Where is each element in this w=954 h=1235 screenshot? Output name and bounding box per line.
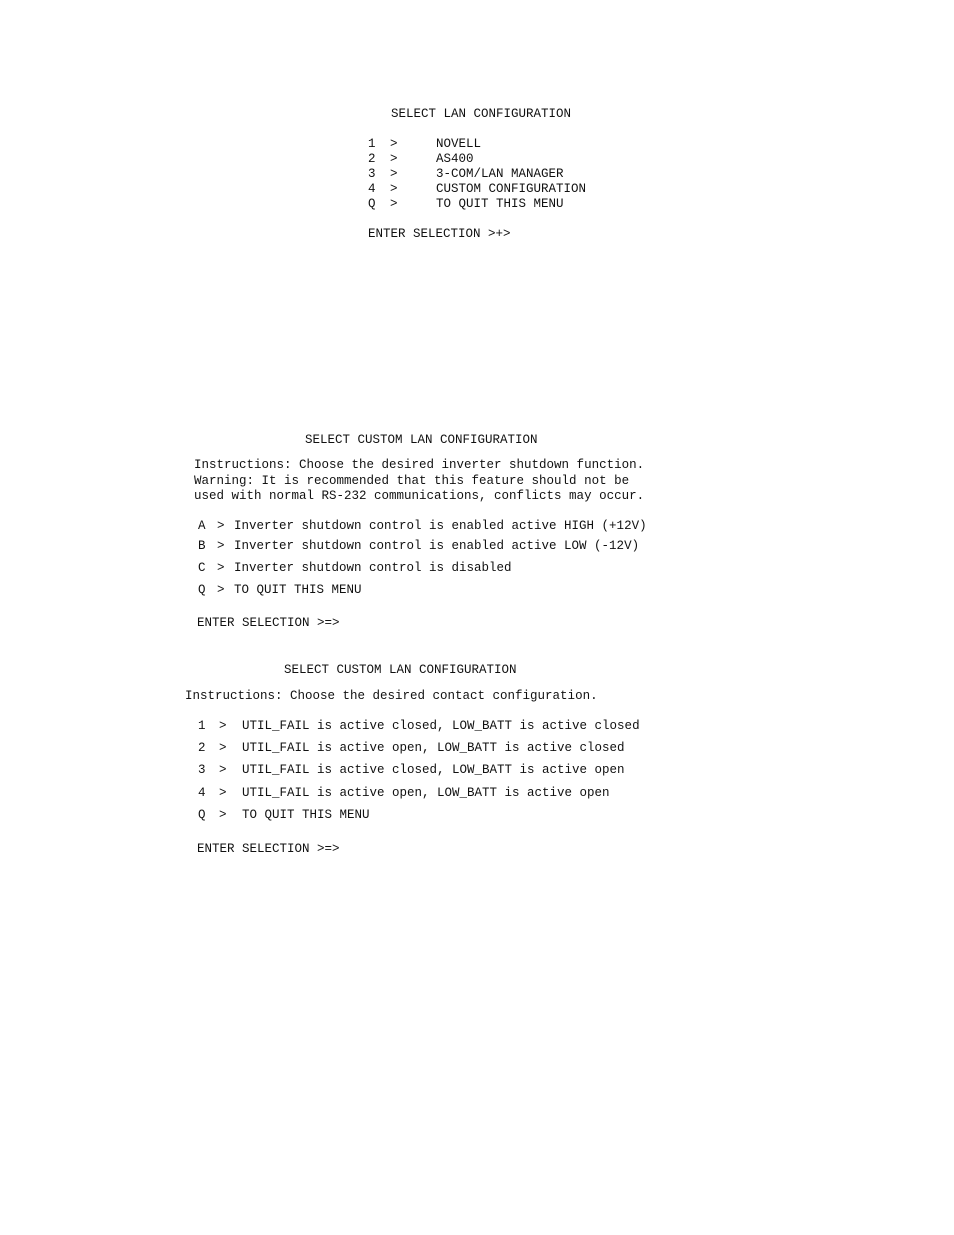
item-label: NOVELL [436,137,482,151]
item-label: TO QUIT THIS MENU [436,197,564,211]
item-key: 1 [198,719,206,733]
item-key: A [198,519,206,533]
item-separator: > [217,539,225,553]
item-key: 3 [368,167,376,181]
item-key: B [198,539,206,553]
item-separator: > [219,808,227,822]
item-separator: > [219,719,227,733]
item-key: C [198,561,206,575]
item-label: TO QUIT THIS MENU [242,808,370,822]
item-separator: > [390,137,398,151]
item-separator: > [219,741,227,755]
item-separator: > [390,167,398,181]
item-key: 4 [198,786,206,800]
item-separator: > [219,763,227,777]
item-separator: > [390,197,398,211]
item-label: Inverter shutdown control is disabled [234,561,512,575]
menu-title: SELECT CUSTOM LAN CONFIGURATION [305,433,538,447]
selection-prompt[interactable]: ENTER SELECTION >=> [197,616,340,630]
menu-title: SELECT CUSTOM LAN CONFIGURATION [284,663,517,677]
item-key: 2 [198,741,206,755]
item-separator: > [219,786,227,800]
selection-prompt[interactable]: ENTER SELECTION >+> [368,227,511,241]
item-label: UTIL_FAIL is active open, LOW_BATT is active closed [242,741,625,755]
item-key: Q [368,197,376,211]
item-label: UTIL_FAIL is active closed, LOW_BATT is active open [242,763,625,777]
instructions-line: Instructions: Choose the desired inverter shutdown function. [194,458,645,472]
warning-line: used with normal RS-232 communications, conflicts may occur. [194,489,645,503]
item-label: UTIL_FAIL is active open, LOW_BATT is active open [242,786,610,800]
item-key: 1 [368,137,376,151]
menu-title: SELECT LAN CONFIGURATION [391,107,572,121]
item-key: 4 [368,182,376,196]
item-label: CUSTOM CONFIGURATION [436,182,587,196]
item-label: Inverter shutdown control is enabled active LOW (-12V) [234,539,640,553]
item-separator: > [217,519,225,533]
item-key: 3 [198,763,206,777]
selection-prompt[interactable]: ENTER SELECTION >=> [197,842,340,856]
item-key: Q [198,583,206,597]
item-separator: > [390,182,398,196]
item-label: AS400 [436,152,474,166]
item-label: TO QUIT THIS MENU [234,583,362,597]
item-label: UTIL_FAIL is active closed, LOW_BATT is active closed [242,719,640,733]
item-label: 3-COM/LAN MANAGER [436,167,564,181]
warning-line: Warning: It is recommended that this feature should not be [194,474,630,488]
item-separator: > [217,561,225,575]
item-key: Q [198,808,206,822]
item-separator: > [390,152,398,166]
item-separator: > [217,583,225,597]
item-label: Inverter shutdown control is enabled active HIGH (+12V) [234,519,647,533]
item-key: 2 [368,152,376,166]
instructions-line: Instructions: Choose the desired contact configuration. [185,689,598,703]
